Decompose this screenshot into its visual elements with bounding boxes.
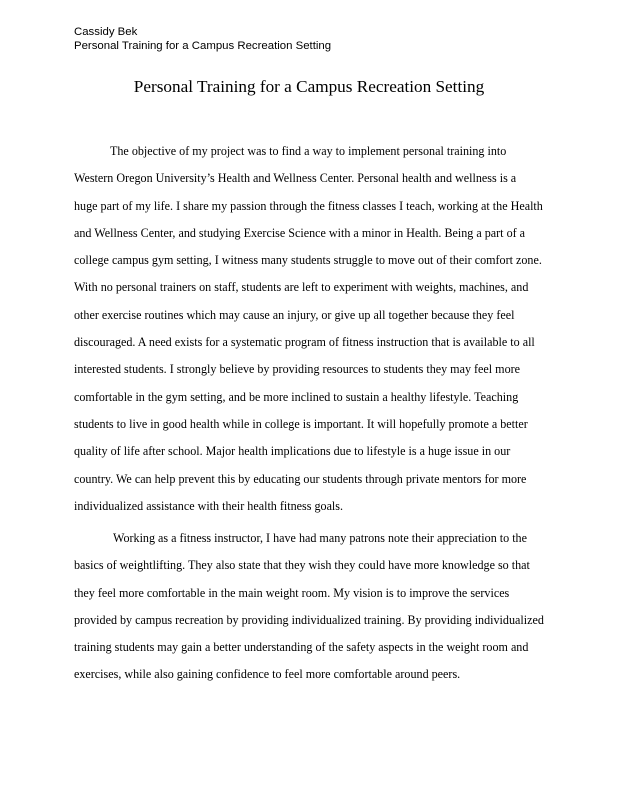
paragraph-1 <box>74 138 549 520</box>
paragraph-line: comfortable in the gym setting, and be more inclined to sustain a healthy lifestyle. Teaching <box>74 389 519 404</box>
paragraph-line: college campus gym setting, I witness many students struggle to move out of their comfort zone. <box>74 253 542 268</box>
paragraph-line: country. We can help prevent this by educating our students through private mentors for more <box>74 471 527 486</box>
running-header <box>74 25 331 53</box>
paragraph-line: and Wellness Center, and studying Exercise Science with a minor in Health. Being a part of a <box>74 225 526 240</box>
paragraph-line: With no personal trainers on staff, students are left to experiment with weights, machines, and <box>74 280 529 295</box>
paragraph-line: they feel more comfortable in the main weight room. My vision is to improve the services <box>74 585 510 600</box>
paragraph-line: huge part of my life. I share my passion through the fitness classes I teach, working at the Health <box>74 198 543 213</box>
paragraph-line: The objective of my project was to find a way to implement personal training into <box>110 144 507 158</box>
paragraph-line: quality of life after school. Major health implications due to lifestyle is a huge issue in our <box>74 444 511 459</box>
paragraph-line: Western Oregon University’s Health and Wellness Center. Personal health and wellness is a <box>74 171 517 186</box>
paragraph-2 <box>74 525 549 689</box>
document-title: Personal Training for a Campus Recreation Setting <box>133 77 485 96</box>
paragraph-line: training students may gain a better understanding of the safety aspects in the weight room and <box>74 640 529 655</box>
paragraph-line: students to live in good health while in college is important. It will hopefully promote a better <box>74 416 528 431</box>
header-author: Cassidy Bek <box>74 26 138 38</box>
header-running-title: Personal Training for a Campus Recreation Setting <box>74 40 332 52</box>
paragraph-line: other exercise routines which may cause an injury, or give up all together because they feel <box>74 307 515 322</box>
paragraph-line: discouraged. A need exists for a systematic program of fitness instruction that is available to all <box>74 335 535 350</box>
paragraph-line: basics of weightlifting. They also state that they wish they could have more knowledge so that <box>74 558 530 573</box>
paragraph-line: provided by campus recreation by providing individualized training. By providing individualized <box>74 612 544 627</box>
paragraph-line: interested students. I strongly believe by providing resources to students they may feel more <box>74 362 521 377</box>
paragraph-line: Working as a fitness instructor, I have had many patrons note their appreciation to the <box>113 531 527 545</box>
paragraph-line: individualized assistance with their health fitness goals. <box>74 498 344 513</box>
paragraph-line: exercises, while also gaining confidence to feel more comfortable around peers. <box>74 667 461 682</box>
